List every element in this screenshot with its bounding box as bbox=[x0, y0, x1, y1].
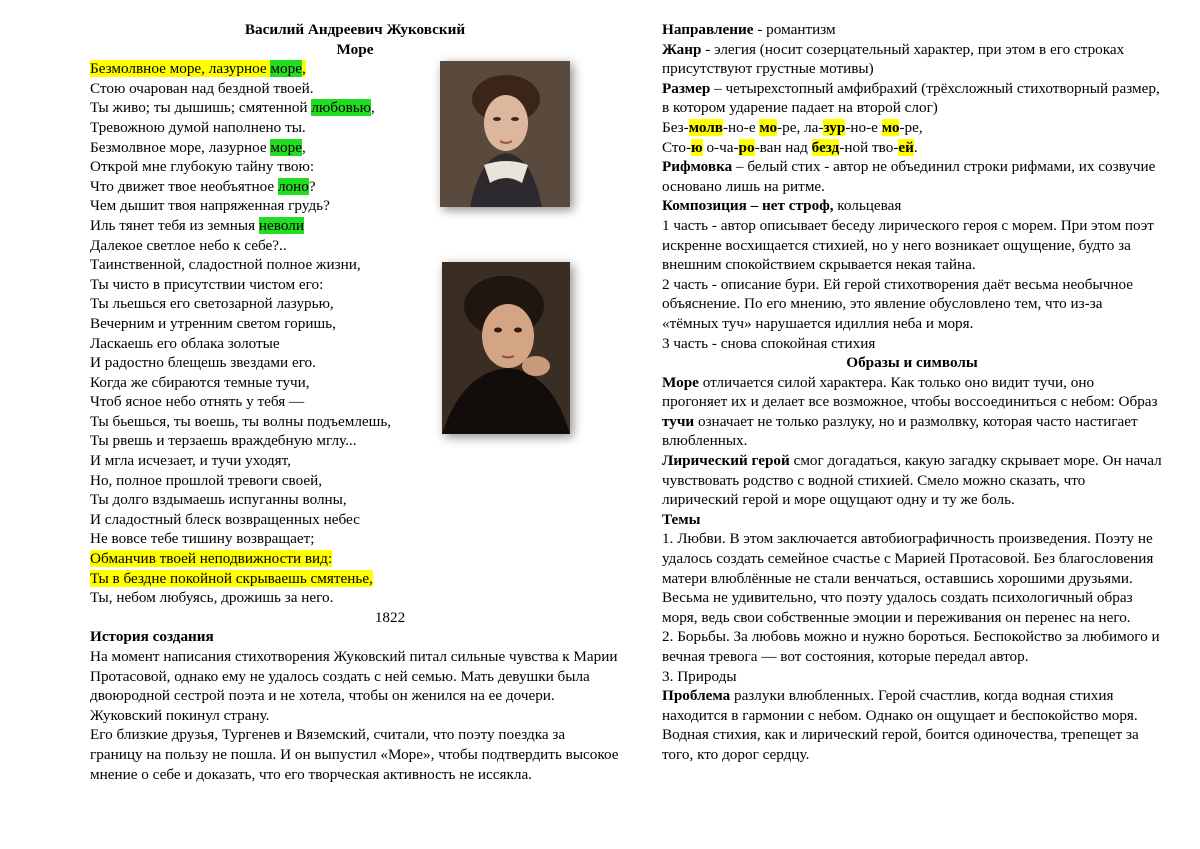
scansion-line bbox=[662, 118, 1162, 138]
syllable: -ре, ла- bbox=[777, 118, 824, 136]
poem-segment: Стою очарован над бездной твоей. bbox=[90, 79, 314, 97]
stressed-syllable: мо bbox=[759, 118, 778, 136]
poem-segment: Ты в бездне покойной скрываешь смятенье, bbox=[90, 569, 373, 587]
syllable: -но-е bbox=[845, 118, 882, 136]
right-column bbox=[662, 20, 1162, 765]
history-heading: История создания bbox=[90, 628, 214, 646]
poem-segment: Открой мне глубокую тайну твою: bbox=[90, 158, 315, 176]
poem-year: 1822 bbox=[374, 608, 406, 626]
poem-segment: Чтоб ясное небо отнять у тебя — bbox=[90, 393, 305, 411]
syllable: -ре, bbox=[899, 118, 923, 136]
highlighted-word: море bbox=[270, 138, 302, 156]
stressed-syllable: безд bbox=[811, 138, 840, 156]
poem-line bbox=[90, 510, 620, 530]
poem-segment: Но, полное прошлой тревоги своей, bbox=[90, 471, 323, 489]
composition-part: 3 часть - снова спокойная стихия bbox=[662, 334, 876, 352]
poem-segment: , bbox=[301, 60, 306, 78]
scansion-line bbox=[662, 138, 1162, 158]
poem-segment: Чем дышит твоя напряженная грудь? bbox=[90, 197, 330, 215]
syllable: Сто- bbox=[662, 138, 692, 156]
syllable: . bbox=[913, 138, 918, 156]
direction-line bbox=[662, 20, 1162, 40]
composition-bold-tail: нет строф, bbox=[758, 197, 834, 215]
sea-text: отличается силой характера. Как только оно видит тучи, оно прогоняет их и делает все возможное, чтобы воссоединиться с небом: Образ bbox=[662, 373, 1158, 411]
clouds-label: тучи bbox=[662, 412, 695, 430]
poem-line bbox=[90, 588, 620, 608]
poem-segment: Безмолвное море, лазурное bbox=[90, 60, 271, 78]
poem-segment: Иль тянет тебя из земныя bbox=[90, 216, 259, 234]
poem-line bbox=[90, 471, 620, 491]
genre-line bbox=[662, 40, 1162, 79]
poem-segment: Далекое светлое небо к себе?.. bbox=[90, 236, 287, 254]
poem-segment: Не вовсе тебе тишину возвращает; bbox=[90, 530, 315, 548]
poem-line bbox=[90, 451, 620, 471]
history-paragraph: На момент написания стихотворения Жуковский питал сильные чувства к Марии Протасовой, однако ему не удалось создать с ней семью. Мать девушки была двоюродной сестрой поэта и не хотела, чтобы он женился на ее дочери. Жуковский покинул страну. bbox=[90, 648, 618, 724]
highlighted-word: лоно bbox=[277, 177, 309, 195]
poem-segment: Ты рвешь и терзаешь враждебную мглу... bbox=[90, 432, 357, 450]
problem-text: разлуки влюбленных. Герой счастлив, когда водная стихия находится в гармонии с небом. Однако он ощущает и беспокойство моря. Водная стихия, как и лирический герой, боится одиночества, трепещет за того, кто дорог сердцу. bbox=[662, 687, 1139, 763]
poem-title: Море bbox=[336, 40, 374, 58]
portrait-maria-protasova bbox=[440, 61, 570, 207]
poem-segment: Когда же сбираются темные тучи, bbox=[90, 373, 310, 391]
composition-label: Композиция – bbox=[662, 197, 759, 215]
author-name: Василий Андреевич Жуковский bbox=[244, 21, 466, 38]
poem-segment: Ты чисто в присутствии чистом его: bbox=[90, 275, 324, 293]
genre-label: Жанр bbox=[662, 40, 702, 58]
portrait-zhukovsky bbox=[442, 262, 570, 434]
themes-heading: Темы bbox=[662, 510, 701, 528]
poem-segment: Вечерним и утренним светом горишь, bbox=[90, 314, 336, 332]
poem-segment: Ты льешься его светозарной лазурью, bbox=[90, 295, 334, 313]
composition-part: 1 часть - автор описывает беседу лирического героя с морем. При этом поэт искренне восхищается стихией, но у него возникает ощущение, будто за внешним спокойствием скрывается некая тайна. bbox=[662, 216, 1154, 274]
poem-segment: И радостно блещешь звездами его. bbox=[90, 354, 316, 372]
poem-line bbox=[90, 529, 620, 549]
poem-segment: , bbox=[301, 138, 306, 156]
meter-line bbox=[662, 79, 1162, 118]
rhyme-line bbox=[662, 157, 1162, 196]
problem-label: Проблема bbox=[662, 687, 731, 705]
clouds-text: означает не только разлуку, но и размолвку, которая часто настигает влюбленных. bbox=[662, 412, 1138, 450]
hero-paragraph bbox=[662, 451, 1162, 510]
history-paragraph-2: Его близкие друзья, Тургенев и Вяземский, считали, что поэту поездка за границу на пользу не пошла. И он выпустил «Море», чтобы подтвердить высокое мнение о себе и доказать, что его творческая активность не иссякла. bbox=[90, 726, 619, 783]
composition-line bbox=[662, 196, 1162, 216]
hero-label: Лирический герой bbox=[662, 452, 790, 470]
poem-line bbox=[90, 549, 620, 569]
stressed-syllable: мо bbox=[881, 118, 900, 136]
poem-line bbox=[90, 490, 620, 510]
direction-value: - романтизм bbox=[753, 21, 836, 38]
poem-line bbox=[90, 236, 620, 256]
poem-segment: Ты живо; ты дышишь; смятенной bbox=[90, 99, 312, 117]
poem-line bbox=[90, 431, 620, 451]
poem-line bbox=[90, 569, 620, 589]
stressed-syllable: ю bbox=[691, 138, 703, 156]
meter-value: – четырехстопный амфибрахий (трёхсложный стихотворный размер, в котором ударение падает на второй слог) bbox=[662, 79, 1160, 117]
stressed-syllable: ей bbox=[898, 138, 914, 156]
theme-item: 3. Природы bbox=[662, 667, 737, 685]
stressed-syllable: молв bbox=[688, 118, 723, 136]
genre-value: - элегия (носит созерцательный характер, при этом в его строках присутствуют грустные мотивы) bbox=[662, 40, 1125, 78]
scansion-example bbox=[662, 118, 1162, 157]
poem-segment: , bbox=[371, 99, 375, 117]
composition-part: 2 часть - описание бури. Ей герой стихотворения даёт весьма необычное объяснение. По его мнению, это явление обусловлено тем, что из-за «тёмных туч» нарушается идиллия неба и моря. bbox=[662, 275, 1133, 332]
poem-segment: Обманчив твоей неподвижности вид: bbox=[90, 550, 333, 568]
poem-segment: Ты, небом любуясь, дрожишь за него. bbox=[90, 589, 334, 607]
composition-value: кольцевая bbox=[833, 197, 902, 215]
highlighted-word: неволи bbox=[258, 216, 304, 234]
poem-segment: ? bbox=[308, 177, 316, 195]
rhyme-label: Рифмовка bbox=[662, 158, 733, 176]
theme-item: 1. Любви. В этом заключается автобиографичность произведения. Поэту не удалось создать семейное счастье с Марией Протасовой. Без благословения матери влюблённые не стали венчаться, оставшись хорошими друзьями. Весьма не удивительно, что поэту удалось создать психологичный образ моря, ведь свои собственные эмоции и переживания он перенес на него. bbox=[662, 530, 1154, 626]
rhyme-value: – белый стих - автор не объединил строки рифмами, их созвучие основано лишь на ритме. bbox=[662, 158, 1156, 195]
poem-segment: Таинственной, сладостной полное жизни, bbox=[90, 256, 361, 274]
sea-paragraph bbox=[662, 373, 1162, 451]
images-heading: Образы и символы bbox=[846, 354, 978, 372]
poem-segment: Безмолвное море, лазурное bbox=[90, 138, 271, 156]
problem-paragraph bbox=[662, 686, 1162, 764]
meter-label: Размер bbox=[662, 79, 711, 97]
direction-label: Направление bbox=[662, 21, 754, 38]
sea-label: Море bbox=[662, 373, 699, 391]
poem-segment: Что движет твое необъятное bbox=[90, 177, 278, 195]
syllable: -ной тво- bbox=[839, 138, 899, 156]
poem-segment: И сладостный блеск возвращенных небес bbox=[90, 510, 360, 528]
stressed-syllable: ро bbox=[738, 138, 755, 156]
syllable: -ван над bbox=[754, 138, 812, 156]
poem-segment: Тревожною думой наполнено ты. bbox=[90, 118, 306, 136]
poem-line bbox=[90, 216, 620, 236]
poem-segment: Ты долго вздымаешь испуганны волны, bbox=[90, 491, 347, 509]
syllable: Без- bbox=[662, 118, 689, 136]
syllable: о-ча- bbox=[702, 138, 739, 156]
poem-segment: Ты бьешься, ты воешь, ты волны подъемлешь, bbox=[90, 412, 392, 430]
highlighted-word: море bbox=[270, 60, 302, 78]
theme-item: 2. Борьбы. За любовь можно и нужно бороться. Беспокойство за любимого и вечная тревога — вот состояния, которые передал автор. bbox=[662, 628, 1160, 665]
syllable: -но-е bbox=[722, 118, 760, 136]
poem-segment: И мгла исчезает, и тучи уходят, bbox=[90, 452, 291, 470]
poem-segment: Ласкаешь его облака золотые bbox=[90, 334, 280, 352]
hero-text: смог догадаться, какую загадку скрывает море. Он начал чувствовать родство с водной стихией. Смело можно сказать, что лирический герой и море ощущают одну и ту же боль. bbox=[662, 452, 1162, 509]
stressed-syllable: зур bbox=[823, 118, 846, 136]
highlighted-word: любовью bbox=[311, 99, 372, 117]
